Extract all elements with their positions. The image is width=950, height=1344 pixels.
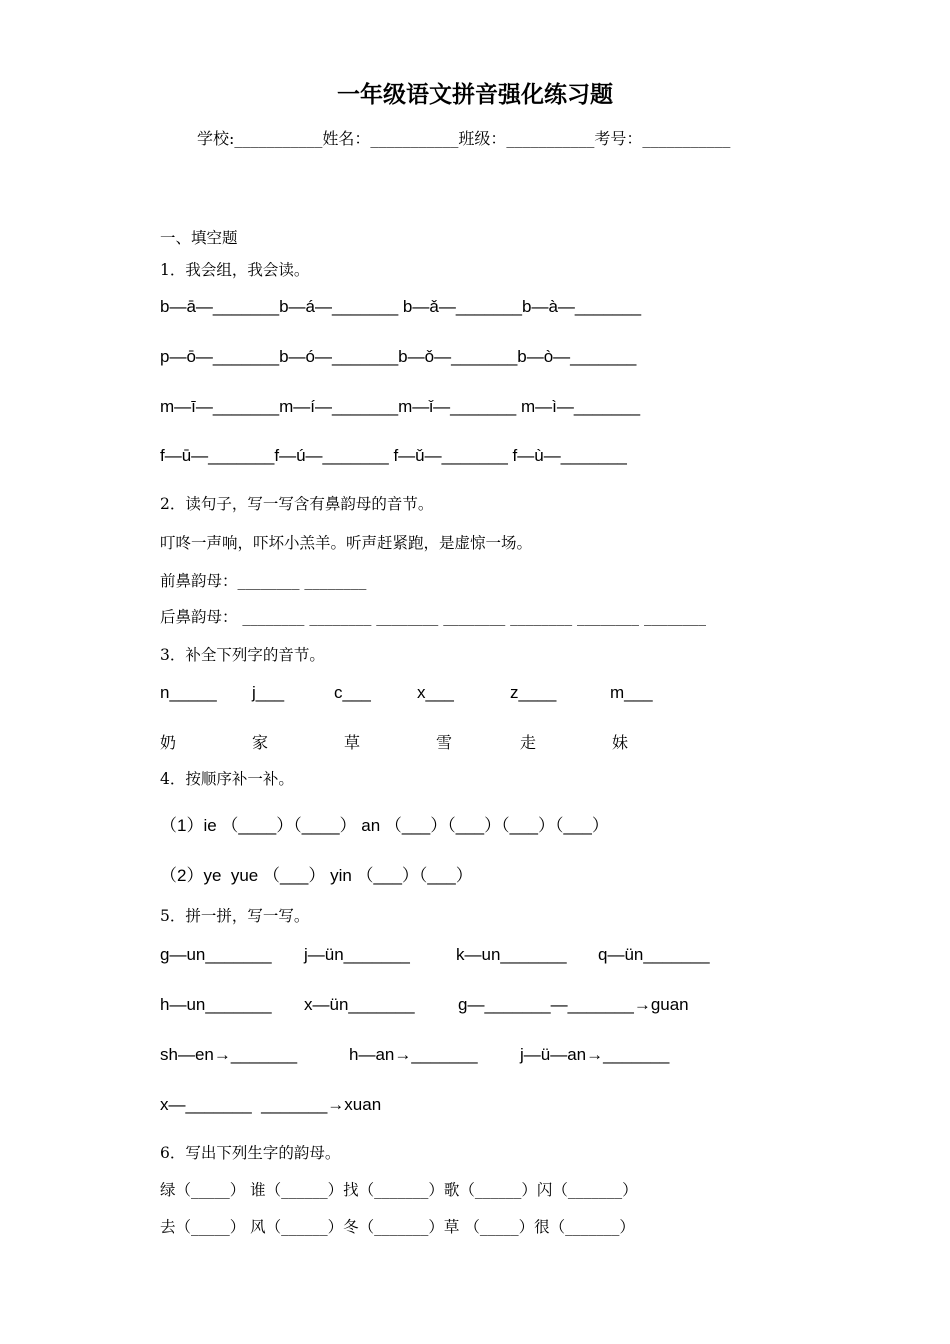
q5-item: k—un_______ xyxy=(456,945,567,964)
q3-pinyin: j___ xyxy=(252,683,285,702)
q5-item: g—_______—_______→guan xyxy=(458,995,689,1014)
q5-item: q—ün_______ xyxy=(598,945,710,964)
q4-row: （2）ye yue （___） yin （___）（___） xyxy=(160,866,473,885)
q5-item: h—un_______ xyxy=(160,995,272,1014)
q1-row: b—ā—_______b—á—_______ b—ǎ—_______b—à—_______ xyxy=(160,297,642,316)
back-nasal-line: 后鼻韵母： ________ ________ ________ ________ ________ ________ ________ xyxy=(160,608,706,626)
q3-char: 妹 xyxy=(612,733,629,752)
q3-pinyin: x___ xyxy=(417,683,454,702)
q5-item: sh—en→_______ xyxy=(160,1045,298,1064)
q3-pinyin: z____ xyxy=(510,683,557,702)
q5-item: j—ü—an→_______ xyxy=(520,1045,670,1064)
q6-row: 去（_____） 风（______）冬（_______）草 （_____）很（_______） xyxy=(160,1218,635,1236)
q1-row: p—ō—_______b—ó—_______b—ǒ—_______b—ò—_______ xyxy=(160,347,637,366)
q5-prompt: 5．拼一拼，写一写。 xyxy=(160,907,310,925)
q3-char: 走 xyxy=(520,733,537,752)
q5-item: x—ün_______ xyxy=(304,995,415,1014)
q3-char: 奶 xyxy=(160,733,177,752)
q5-item: g—un_______ xyxy=(160,945,272,964)
section-heading: 一、填空题 xyxy=(160,229,238,247)
q5-item: j—ün_______ xyxy=(304,945,410,964)
q5-item: x—_______ _______→xuan xyxy=(160,1095,382,1114)
q3-pinyin: m___ xyxy=(610,683,653,702)
page-title: 一年级语文拼音强化练习题 xyxy=(337,81,613,108)
q4-row: （1）ie （____）（____） an （___）（___）（___）（___） xyxy=(160,816,609,835)
q1-row: m—ī—_______m—í—_______m—ǐ—_______ m—ì—_______ xyxy=(160,397,641,416)
q3-char: 雪 xyxy=(436,733,453,752)
student-info-line: 学校:___________姓名：___________班级：___________考号：___________ xyxy=(197,129,731,148)
front-nasal-line: 前鼻韵母：________ ________ xyxy=(160,572,367,590)
q3-pinyin: c___ xyxy=(334,683,371,702)
q1-row: f—ū—_______f—ú—_______ f—ǔ—_______ f—ù—_______ xyxy=(160,446,627,465)
q6-row: 绿（_____） 谁（______）找（_______）歌（______）闪（_______） xyxy=(160,1181,638,1199)
q6-prompt: 6．写出下列生字的韵母。 xyxy=(160,1144,341,1162)
q3-pinyin: n_____ xyxy=(160,683,217,702)
q4-prompt: 4．按顺序补一补。 xyxy=(160,770,294,788)
q1-prompt: 1．我会组，我会读。 xyxy=(160,261,310,279)
q3-char: 家 xyxy=(252,733,269,752)
q2-prompt: 2．读句子，写一写含有鼻韵母的音节。 xyxy=(160,495,434,513)
q2-sentence: 叮咚一声响，吓坏小羔羊。听声赶紧跑，是虚惊一场。 xyxy=(160,534,533,552)
q3-prompt: 3．补全下列字的音节。 xyxy=(160,646,325,664)
q3-char: 草 xyxy=(344,733,361,752)
q5-item: h—an→_______ xyxy=(349,1045,478,1064)
